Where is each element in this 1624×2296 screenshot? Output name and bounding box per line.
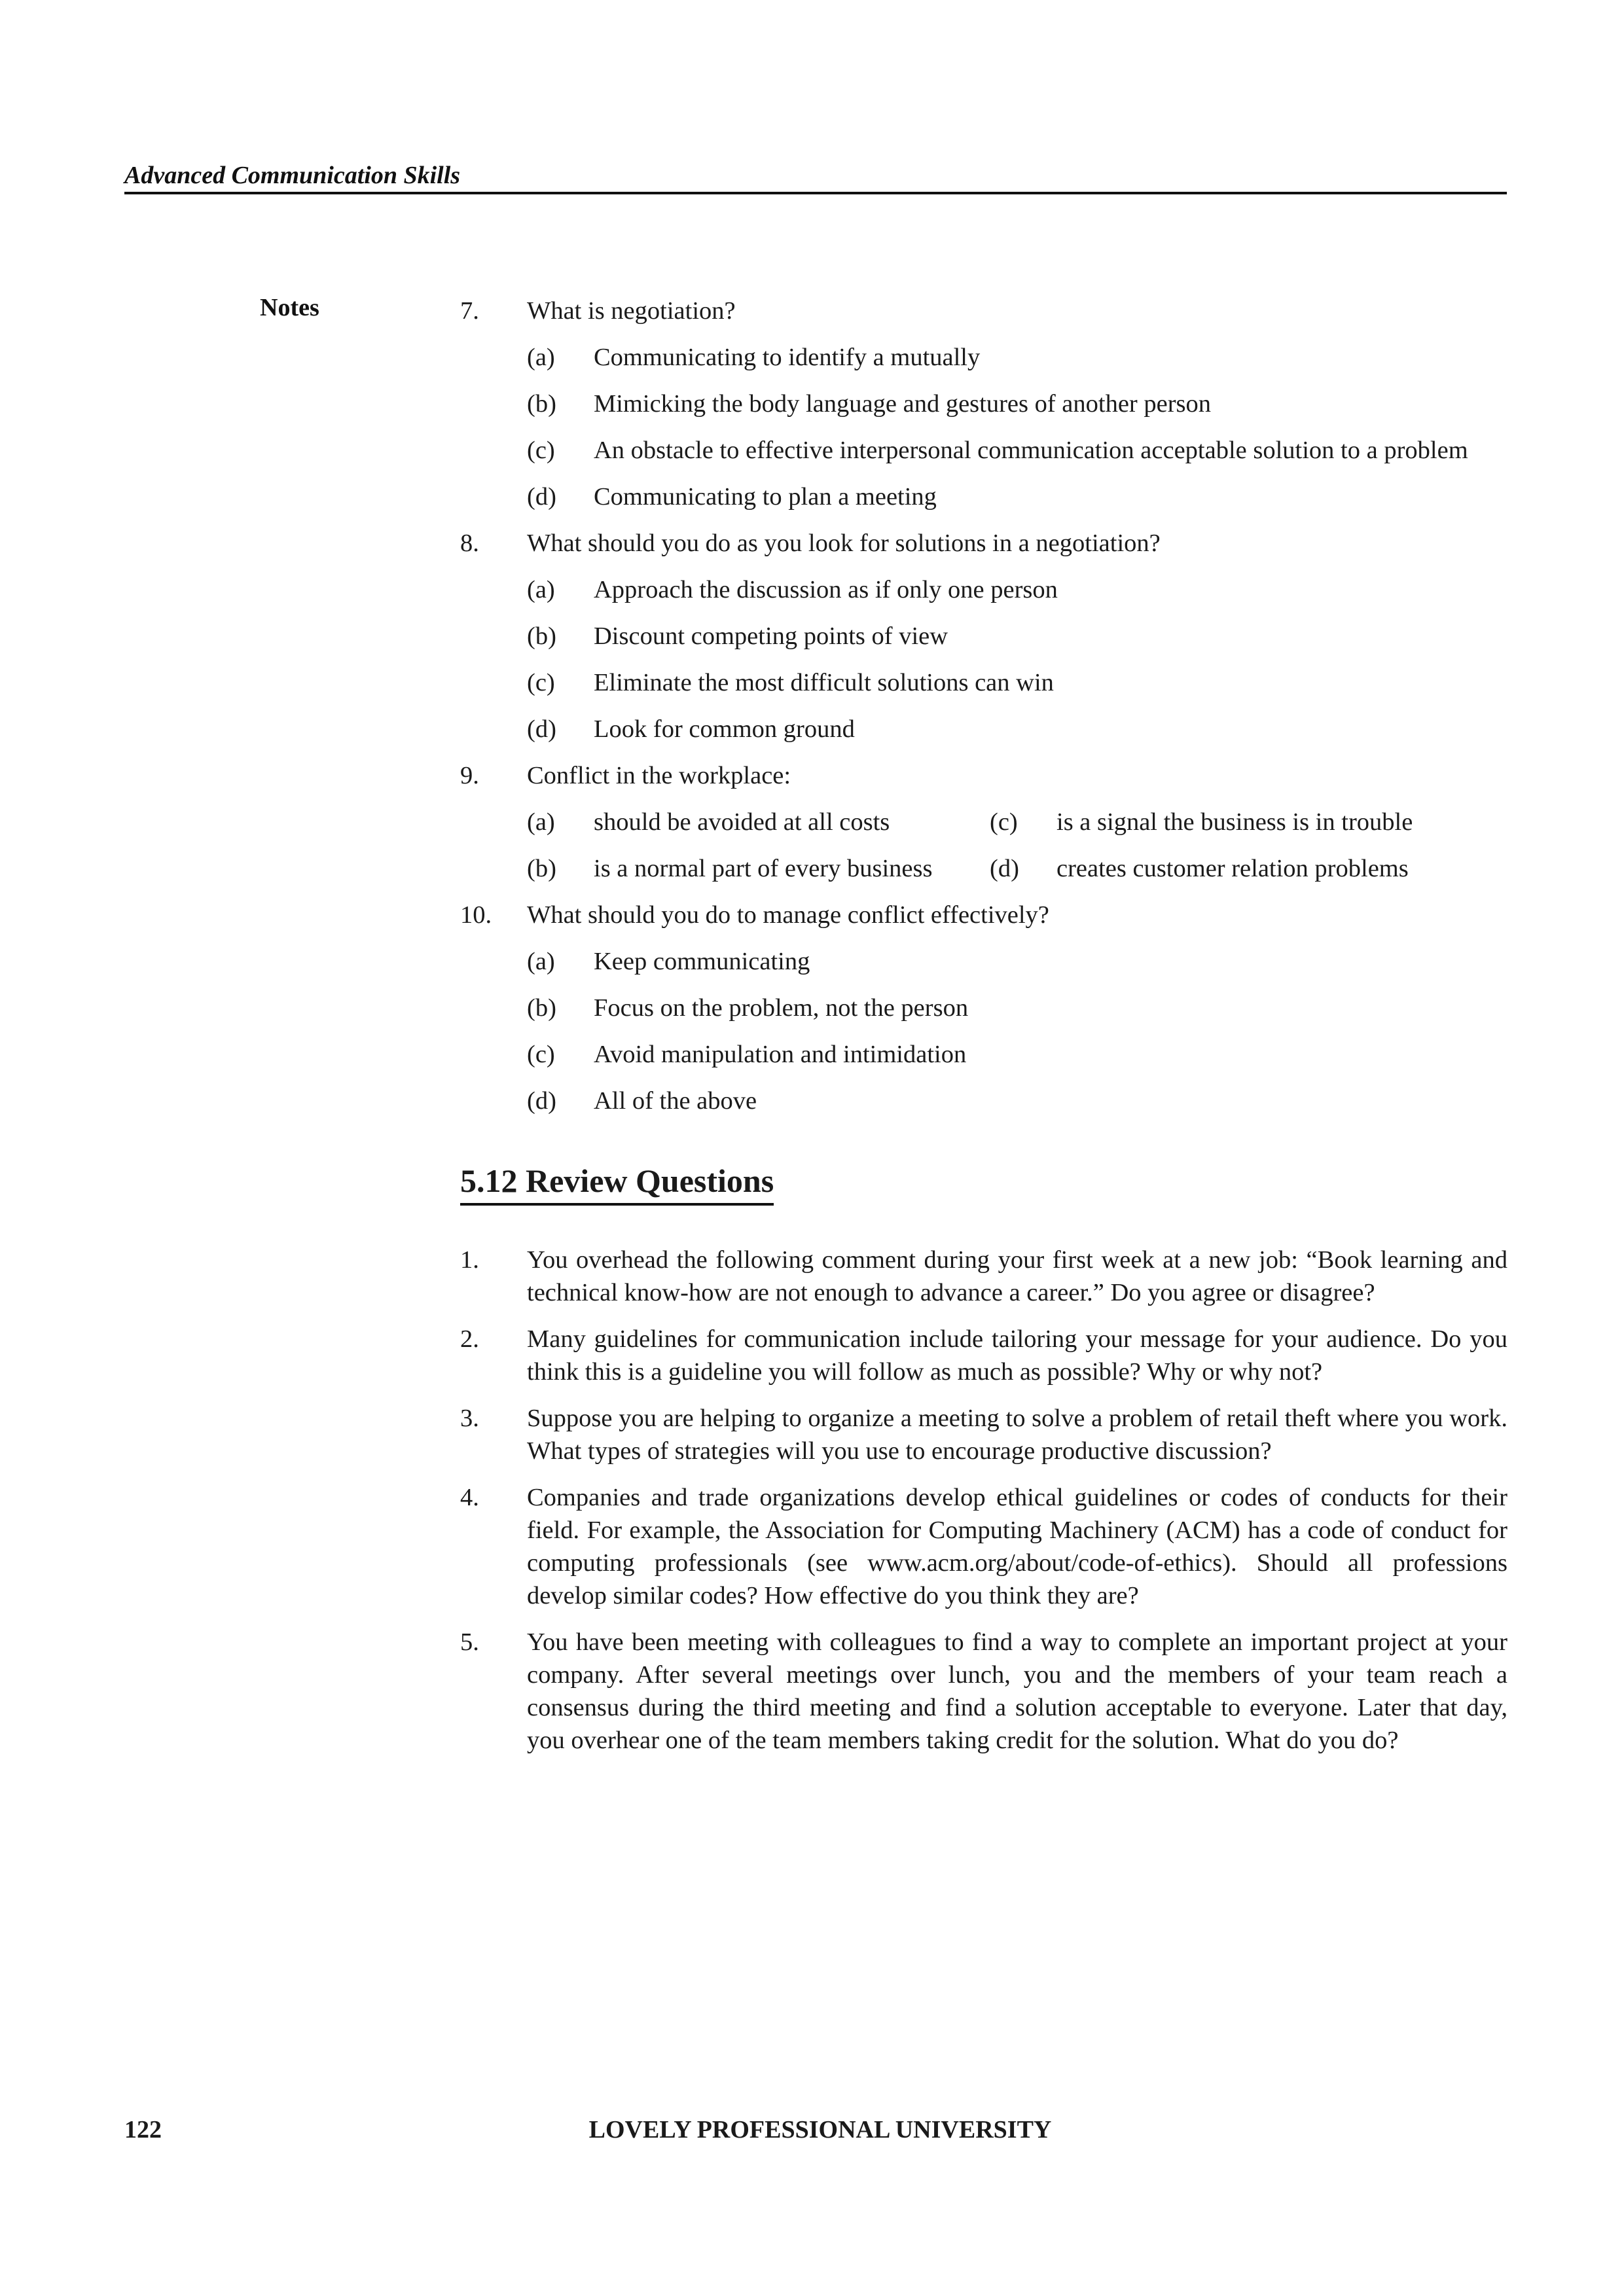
review-question-text: Suppose you are helping to organize a meeting to solve a problem of retail theft where you work. What types of strategies will you use to encourage productive discussion? xyxy=(527,1405,1507,1465)
option-grid-row xyxy=(527,806,1507,838)
header-rule xyxy=(124,192,1507,194)
option-text: Look for common ground xyxy=(594,715,855,743)
running-header: Advanced Communication Skills xyxy=(124,162,461,189)
option-text: Avoid manipulation and intimidation xyxy=(594,1041,967,1068)
option-label: (d) xyxy=(527,1087,556,1115)
review-question-number: 5. xyxy=(460,1628,479,1656)
review-question xyxy=(460,1402,1507,1467)
option-text: should be avoided at all costs xyxy=(594,808,890,836)
option-text: is a signal the business is in trouble xyxy=(1056,808,1413,836)
option-label: (a) xyxy=(527,948,555,975)
option-row xyxy=(527,1038,1507,1071)
footer-university: LOVELY PROFESSIONAL UNIVERSITY xyxy=(588,2116,1052,2144)
option-label: (a) xyxy=(527,576,555,603)
page-content xyxy=(460,295,1507,1770)
option-label: (c) xyxy=(527,437,555,464)
option-label: (d) xyxy=(990,855,1019,882)
option-label: (b) xyxy=(527,622,556,650)
option-text: Communicating to plan a meeting xyxy=(594,483,937,511)
option-text: creates customer relation problems xyxy=(1056,855,1409,882)
review-question xyxy=(460,1626,1507,1757)
option-text: Mimicking the body language and gestures of another person xyxy=(594,390,1212,418)
option-grid-row xyxy=(527,852,1507,885)
review-question-text: Many guidelines for communication include tailoring your message for your audience. Do you think this is a guideline you will follow as much as possible? Why or why not? xyxy=(527,1325,1507,1386)
review-question-number: 2. xyxy=(460,1325,479,1353)
option-row xyxy=(527,480,1507,513)
option-text: Eliminate the most difficult solutions can win xyxy=(594,669,1054,696)
option-label: (d) xyxy=(527,715,556,743)
option-text: Approach the discussion as if only one person xyxy=(594,576,1058,603)
review-question xyxy=(460,1481,1507,1612)
option-row xyxy=(527,620,1507,653)
option-row xyxy=(527,992,1507,1024)
option-text: An obstacle to effective interpersonal communication acceptable solution to a problem xyxy=(594,437,1468,464)
section-heading: 5.12 Review Questions xyxy=(460,1160,774,1206)
option-row xyxy=(527,434,1507,467)
option-label: (c) xyxy=(527,1041,555,1068)
review-question-number: 1. xyxy=(460,1246,479,1274)
review-question xyxy=(460,1244,1507,1309)
option-text: Communicating to identify a mutually xyxy=(594,344,981,371)
review-question-text: You overhead the following comment during your first week at a new job: “Book learning and technical know-how are not enough to advance a career.” Do you agree or disagree? xyxy=(527,1246,1507,1306)
question-number: 8. xyxy=(460,529,479,557)
option-row xyxy=(527,666,1507,699)
page-number: 122 xyxy=(124,2116,162,2144)
review-question-text: Companies and trade organizations develop ethical guidelines or codes of conducts for their field. For example, the Association for Computing Machinery (ACM) has a code of conduct for computing professionals (see www.acm.org/about/code-of-ethics). Should all professions develop similar codes? How effective do you think they are? xyxy=(527,1484,1507,1609)
option-text: is a normal part of every business xyxy=(594,855,933,882)
question-7 xyxy=(460,295,1507,327)
notes-label: Notes xyxy=(260,294,319,321)
question-number: 9. xyxy=(460,762,479,789)
question-number: 10. xyxy=(460,901,492,929)
option-label: (b) xyxy=(527,390,556,418)
question-10 xyxy=(460,899,1507,931)
question-text: What should you do to manage conflict effectively? xyxy=(527,901,1049,929)
question-text: Conflict in the workplace: xyxy=(527,762,791,789)
option-label: (d) xyxy=(527,483,556,511)
review-question-number: 4. xyxy=(460,1484,479,1511)
review-question-number: 3. xyxy=(460,1405,479,1432)
question-text: What should you do as you look for solutions in a negotiation? xyxy=(527,529,1161,557)
option-row xyxy=(527,945,1507,978)
option-text: All of the above xyxy=(594,1087,757,1115)
option-row xyxy=(527,573,1507,606)
option-row xyxy=(527,713,1507,745)
question-number: 7. xyxy=(460,297,479,325)
option-text: Focus on the problem, not the person xyxy=(594,994,969,1022)
review-question-text: You have been meeting with colleagues to find a way to complete an important project at your company. After several meetings over lunch, you and the members of your team reach a consensus during the third meeting and find a solution acceptable to everyone. Later that day, you overhear one of the team members taking credit for the solution. What do you do? xyxy=(527,1628,1507,1754)
review-question xyxy=(460,1323,1507,1388)
option-row xyxy=(527,1085,1507,1117)
question-8 xyxy=(460,527,1507,560)
option-label: (c) xyxy=(990,808,1018,836)
option-row xyxy=(527,341,1507,374)
question-9 xyxy=(460,759,1507,792)
question-text: What is negotiation? xyxy=(527,297,736,325)
option-text: Keep communicating xyxy=(594,948,810,975)
option-text: Discount competing points of view xyxy=(594,622,948,650)
option-row xyxy=(527,387,1507,420)
option-label: (a) xyxy=(527,808,555,836)
option-label: (b) xyxy=(527,855,556,882)
option-label: (b) xyxy=(527,994,556,1022)
option-label: (c) xyxy=(527,669,555,696)
option-label: (a) xyxy=(527,344,555,371)
